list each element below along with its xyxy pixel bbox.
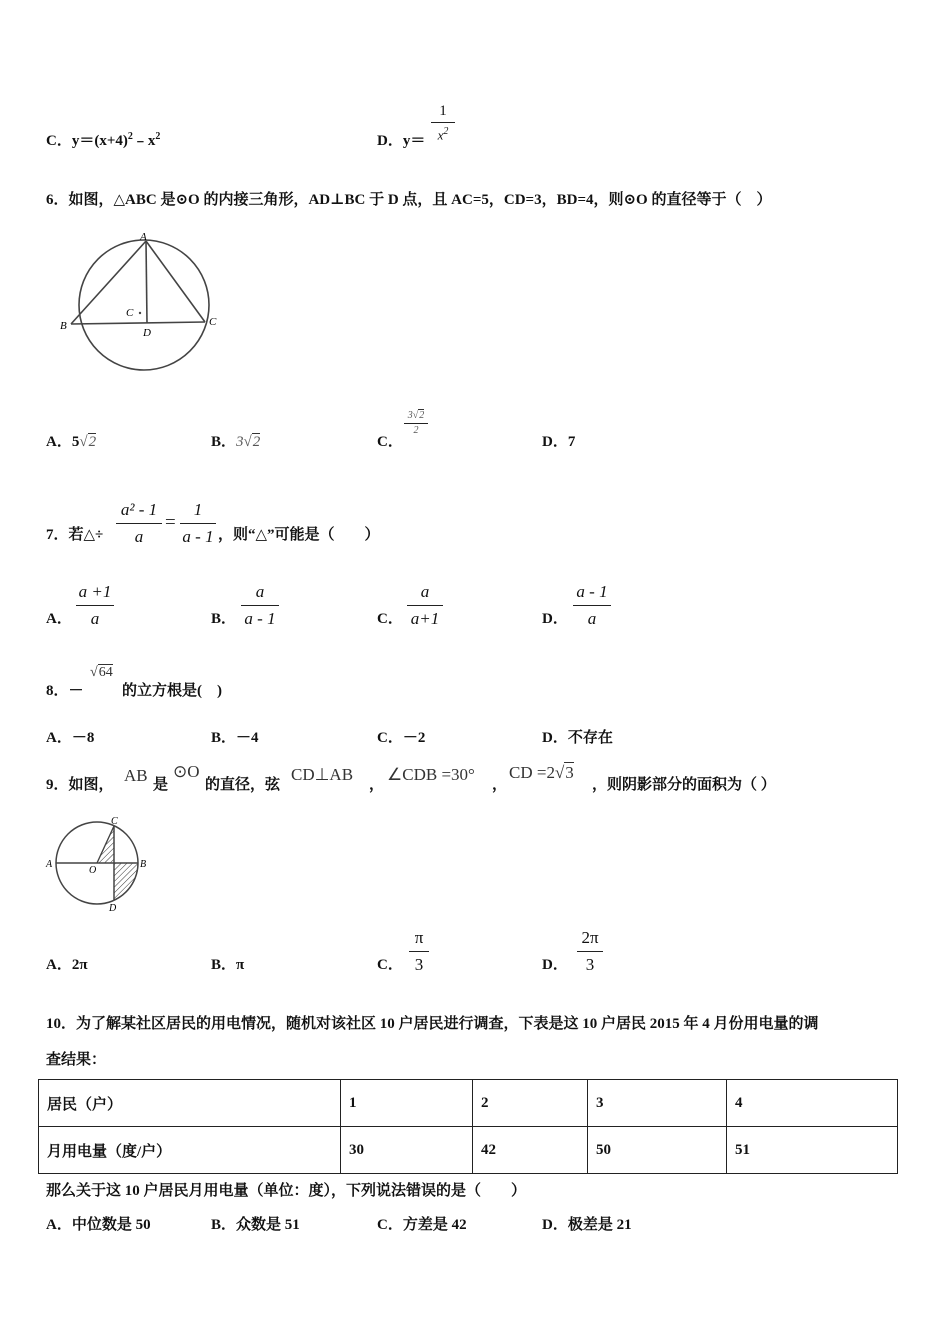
q7-equals: =: [165, 512, 176, 533]
segment-bc: [71, 322, 205, 324]
q6-option-b: B．3√2: [211, 434, 261, 450]
electricity-table: [38, 1079, 898, 1174]
q7-option-c-fraction: a a+1: [407, 582, 443, 629]
q5-option-d-fraction: 1 $x^2$: [431, 101, 455, 143]
table-row: [39, 1127, 898, 1174]
table-cell: 2: [473, 1080, 588, 1127]
label-o: O: [89, 865, 97, 876]
q7-stem-pre: 7．若△÷: [46, 527, 104, 543]
segment-ac: [146, 241, 205, 322]
q10-question: 那么关于这 10 户居民月用电量（单位：度），下列说法错误的是（ ）: [46, 1183, 527, 1199]
q10-option-c: C．方差是 42: [377, 1217, 467, 1233]
table-cell: 1: [341, 1080, 473, 1127]
q7-fraction-1: a² - 1 a: [116, 500, 162, 547]
table-cell: 42: [473, 1127, 588, 1174]
label-d: D: [109, 903, 117, 914]
table-row: [39, 1080, 898, 1127]
label-c: C: [209, 316, 217, 328]
q9-figure: [42, 812, 152, 917]
q8-option-c: C．－2: [377, 730, 426, 746]
q10-option-b: B．众数是 51: [211, 1217, 300, 1233]
label-b: B: [140, 859, 147, 870]
q9-stem-post: ，则阴影部分的面积为（ ）: [592, 777, 776, 793]
q9-option-c-label: C．: [377, 957, 403, 973]
q6-option-a: A．5√2: [46, 434, 97, 450]
q8-radical: √64: [90, 665, 113, 680]
table-cell: 3: [588, 1080, 727, 1127]
q8-stem-post: 的立方根是( ): [122, 683, 222, 699]
circle-o: [79, 240, 209, 370]
q9-math-cd: CD =2√3: [509, 763, 574, 782]
q9-option-a: A．2π: [46, 957, 88, 973]
q8-stem-pre: 8．－: [46, 683, 84, 699]
q8-option-b: B．－4: [211, 730, 259, 746]
table-cell: 50: [588, 1127, 727, 1174]
table-cell: 居民（户）: [39, 1080, 341, 1127]
label-d: D: [143, 327, 151, 339]
q7-option-a-fraction: a +1 a: [76, 582, 114, 629]
q9-text-2: 的直径，弦: [205, 777, 281, 793]
q9-option-b: B．π: [211, 957, 245, 973]
q9-text-1: 是: [153, 777, 169, 793]
q7-option-c-label: C．: [377, 611, 403, 627]
q7-fraction-2: 1 a - 1: [180, 500, 216, 547]
label-a: A: [46, 859, 53, 870]
q7-option-d-label: D．: [542, 611, 568, 627]
q7-option-a-label: A．: [46, 611, 72, 627]
center-dot: [139, 312, 141, 314]
q9-option-c-fraction: π 3: [409, 928, 429, 975]
table-cell: 51: [727, 1127, 898, 1174]
table-cell: 月用电量（度/户）: [39, 1127, 341, 1174]
q7-option-d-fraction: a - 1 a: [573, 582, 611, 629]
q6-option-d: D．7: [542, 434, 576, 450]
q7-option-b-label: B．: [211, 611, 237, 627]
q5-option-d: D．y＝: [377, 133, 426, 149]
q8-option-d: D．不存在: [542, 730, 613, 746]
label-o: C: [126, 307, 134, 319]
table-cell: 4: [727, 1080, 898, 1127]
label-a: A: [140, 232, 147, 243]
q9-math-ab: AB: [124, 766, 148, 785]
q6-figure: [58, 232, 223, 377]
q6-stem: 6．如图，△ABC 是⊙O 的内接三角形，AD⊥BC 于 D 点，且 AC=5，CD=3，BD=4，则⊙O 的直径等于（ ）: [46, 192, 772, 208]
q6-option-c: C．: [377, 434, 403, 450]
label-b: B: [60, 320, 67, 332]
q10-stem-line2: 查结果：: [46, 1052, 107, 1068]
q9-text-4: ，: [492, 777, 508, 793]
q9-math-angle: ∠CDB =30°: [387, 765, 475, 784]
q5-option-c: C．$y=(x+4)^2﹣x^2$: [46, 131, 161, 149]
table-cell: 30: [341, 1127, 473, 1174]
q9-math-circle: ⊙O: [173, 762, 200, 781]
q6-option-c-fraction: 3√2 2: [404, 410, 428, 437]
q10-option-d: D．极差是 21: [542, 1217, 632, 1233]
q9-option-d-label: D．: [542, 957, 568, 973]
q9-option-d-fraction: 2π 3: [577, 928, 603, 975]
segment-ad: [146, 241, 147, 323]
q7-option-b-fraction: a a - 1: [241, 582, 279, 629]
q8-option-a: A．－8: [46, 730, 95, 746]
q9-stem-pre: 9．如图，: [46, 777, 114, 793]
label-c: C: [111, 816, 118, 827]
q9-math-perp: CD⊥AB: [291, 765, 354, 784]
q10-stem-line1: 10．为了解某社区居民的用电情况，随机对该社区 10 户居民进行调查，下表是这 10 户居民 2015 年 4 月份用电量的调: [46, 1016, 819, 1032]
q10-option-a: A．中位数是 50: [46, 1217, 151, 1233]
q7-stem-post: ，则“△”可能是（ ）: [218, 527, 380, 543]
q9-text-3: ，: [369, 777, 385, 793]
